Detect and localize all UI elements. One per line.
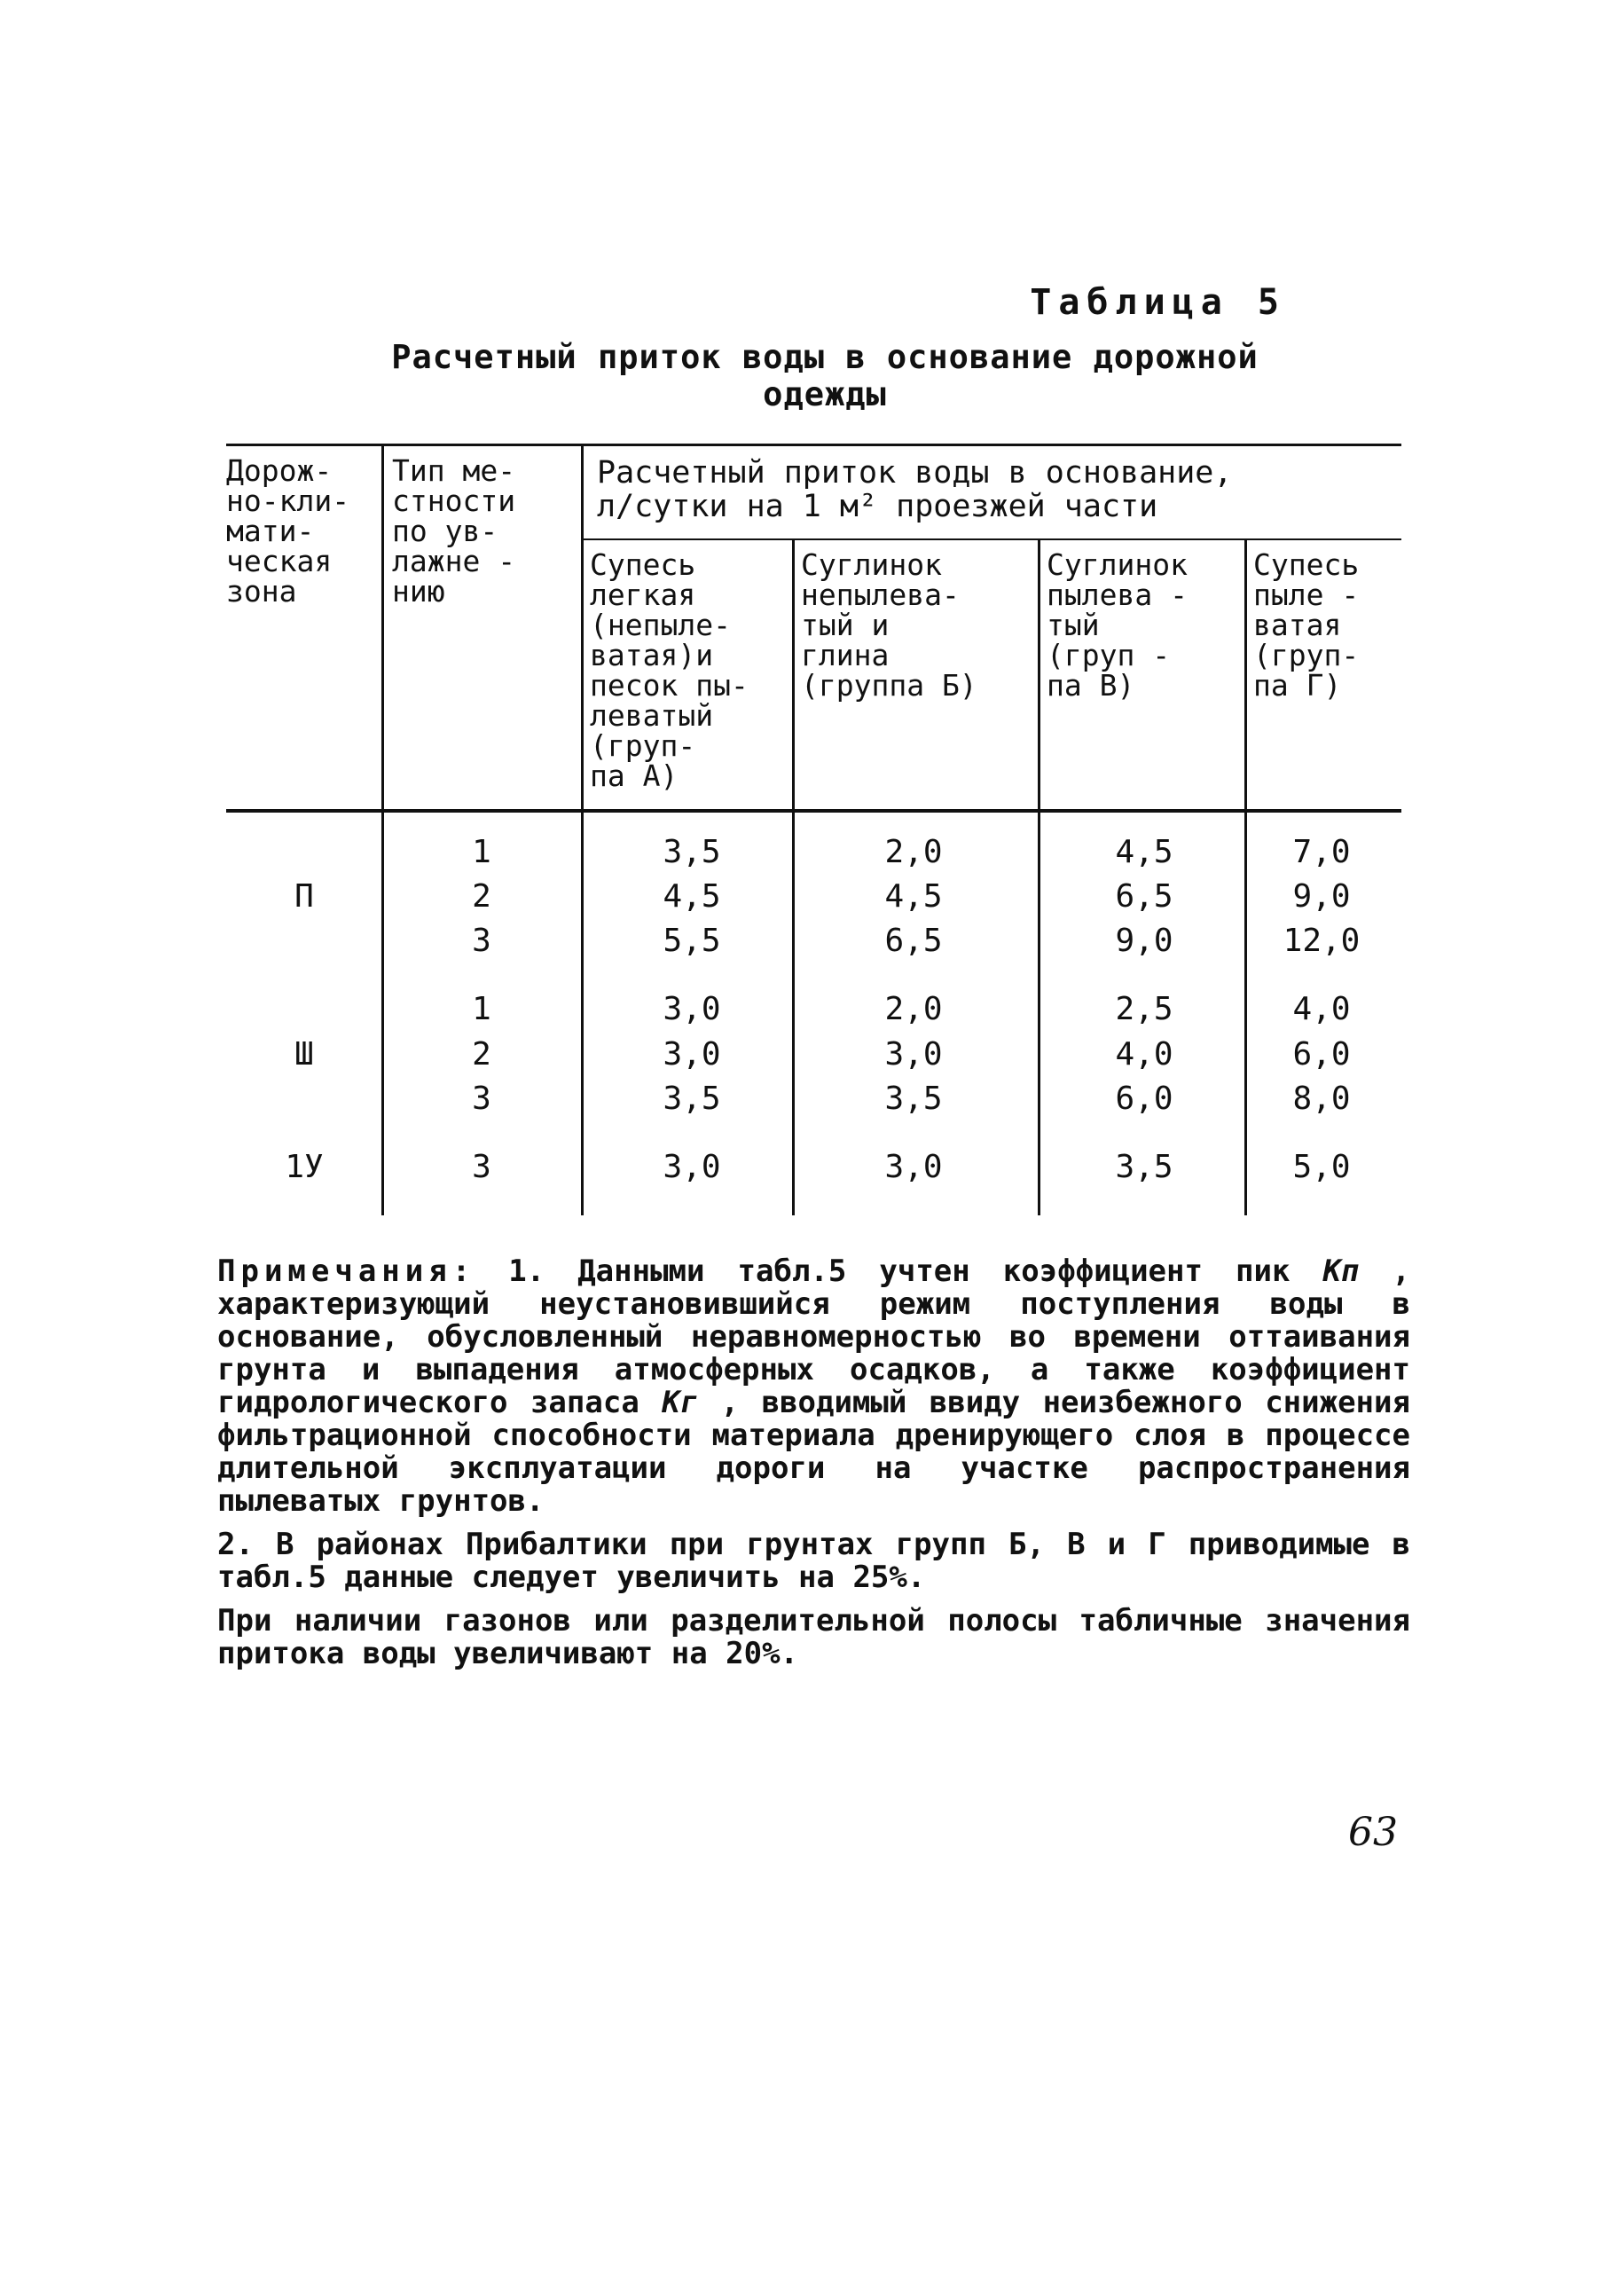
cell-group-v: 6,0 <box>1115 1081 1173 1117</box>
header-col-group-g: Супесь пыле - ватая (груп- па Г) <box>1253 547 1360 703</box>
col-rule-5 <box>1244 538 1247 1215</box>
note-1-part-b: , характеризующий неустановившийся режим поступления воды в основание, обусловленный неравномерностью во времени оттаивания грунта и выпадения атмосферных осадков, а также коэффициент гидрологического запаса <box>217 1254 1410 1420</box>
zone-label-sh: Ш <box>294 1036 314 1073</box>
zone-label-4u: 1У <box>285 1149 324 1185</box>
cell-group-b: 2,0 <box>884 834 943 870</box>
cell-group-b: 2,0 <box>884 991 943 1027</box>
cell-group-v: 3,5 <box>1115 1149 1173 1185</box>
note-1-part-c: , вводимый ввиду неизбежного снижения фильтрационной способности материала дренирующего слоя в процессе длительной эксплуатации дороги на участке распространения пылеватых грунтов. <box>217 1385 1410 1519</box>
zone-label-p: П <box>294 878 314 915</box>
cell-group-b: 3,5 <box>884 1081 943 1117</box>
col-rule-1 <box>381 444 384 1215</box>
cell-group-g: 12,0 <box>1283 923 1361 959</box>
table-title <box>319 339 1330 413</box>
cell-terrain-type: 2 <box>472 878 491 915</box>
notes-block <box>217 1255 1410 1681</box>
cell-group-v: 2,5 <box>1115 991 1173 1027</box>
cell-group-a: 3,0 <box>663 991 721 1027</box>
cell-group-v: 6,5 <box>1115 878 1173 915</box>
note-2: 2. В районах Прибалтики при грунтах групп Б, В и Г приводимые в табл.5 данные следует увеличить на 25%. <box>217 1527 1410 1595</box>
cell-terrain-type: 2 <box>472 1036 491 1073</box>
cell-group-b: 6,5 <box>884 923 943 959</box>
cell-group-a: 3,0 <box>663 1149 721 1185</box>
cell-group-a: 3,5 <box>663 1081 721 1117</box>
header-bottom-rule <box>226 809 1401 813</box>
page-number: 63 <box>1348 1810 1398 1855</box>
table-title-line-2: одежды <box>763 375 887 413</box>
table-top-rule <box>226 444 1401 446</box>
cell-terrain-type: 1 <box>472 991 491 1027</box>
k-reserve-symbol: Кг <box>662 1385 699 1420</box>
cell-group-g: 4,0 <box>1292 991 1351 1027</box>
header-terrain-type: Тип ме- стности по ув- лажне - нию <box>392 453 516 609</box>
col-rule-3 <box>792 538 795 1215</box>
cell-group-g: 7,0 <box>1292 834 1351 870</box>
cell-group-g: 8,0 <box>1292 1081 1351 1117</box>
table-label: Таблица 5 <box>1030 282 1286 323</box>
cell-terrain-type: 3 <box>472 923 491 959</box>
header-col-group-b: Суглинок непылева- тый и глина (группа Б) <box>801 547 977 703</box>
cell-group-a: 3,0 <box>663 1036 721 1073</box>
cell-terrain-type: 1 <box>472 834 491 870</box>
col-rule-2 <box>581 444 584 1215</box>
col-rule-4 <box>1038 538 1040 1215</box>
group-header-rule <box>581 538 1401 540</box>
cell-group-a: 3,5 <box>663 834 721 870</box>
header-zone: Дорож- но-кли- мати- ческая зона <box>226 453 350 609</box>
table-title-line-1: Расчетный приток воды в основание дорожной <box>391 338 1259 376</box>
note-3: При наличии газонов или разделительной полосы табличные значения притока воды увеличивают на 20%. <box>217 1603 1410 1671</box>
header-inflow-group: Расчетный приток воды в основание, л/сутки на 1 м² проезжей части <box>597 455 1233 524</box>
cell-group-g: 5,0 <box>1292 1149 1351 1185</box>
cell-group-g: 6,0 <box>1292 1036 1351 1073</box>
notes-heading: Примечания: <box>217 1254 476 1289</box>
note-1 <box>217 1255 1410 1518</box>
cell-group-v: 9,0 <box>1115 923 1173 959</box>
cell-group-g: 9,0 <box>1292 878 1351 915</box>
water-inflow-table <box>226 444 1401 1215</box>
cell-group-b: 3,0 <box>884 1149 943 1185</box>
header-col-group-a: Супесь легкая (непыле- ватая)и песок пы- леватый (груп- па А) <box>590 547 749 793</box>
cell-group-a: 5,5 <box>663 923 721 959</box>
cell-group-b: 4,5 <box>884 878 943 915</box>
cell-group-v: 4,5 <box>1115 834 1173 870</box>
k-peak-symbol: Кп <box>1322 1254 1360 1289</box>
cell-terrain-type: 3 <box>472 1149 491 1185</box>
cell-group-v: 4,0 <box>1115 1036 1173 1073</box>
cell-terrain-type: 3 <box>472 1081 491 1117</box>
note-1-part-a: 1. Данными табл.5 учтен коэффициент пик <box>508 1254 1291 1289</box>
header-col-group-v: Суглинок пылева - тый (груп - па В) <box>1047 547 1188 703</box>
cell-group-a: 4,5 <box>663 878 721 915</box>
cell-group-b: 3,0 <box>884 1036 943 1073</box>
